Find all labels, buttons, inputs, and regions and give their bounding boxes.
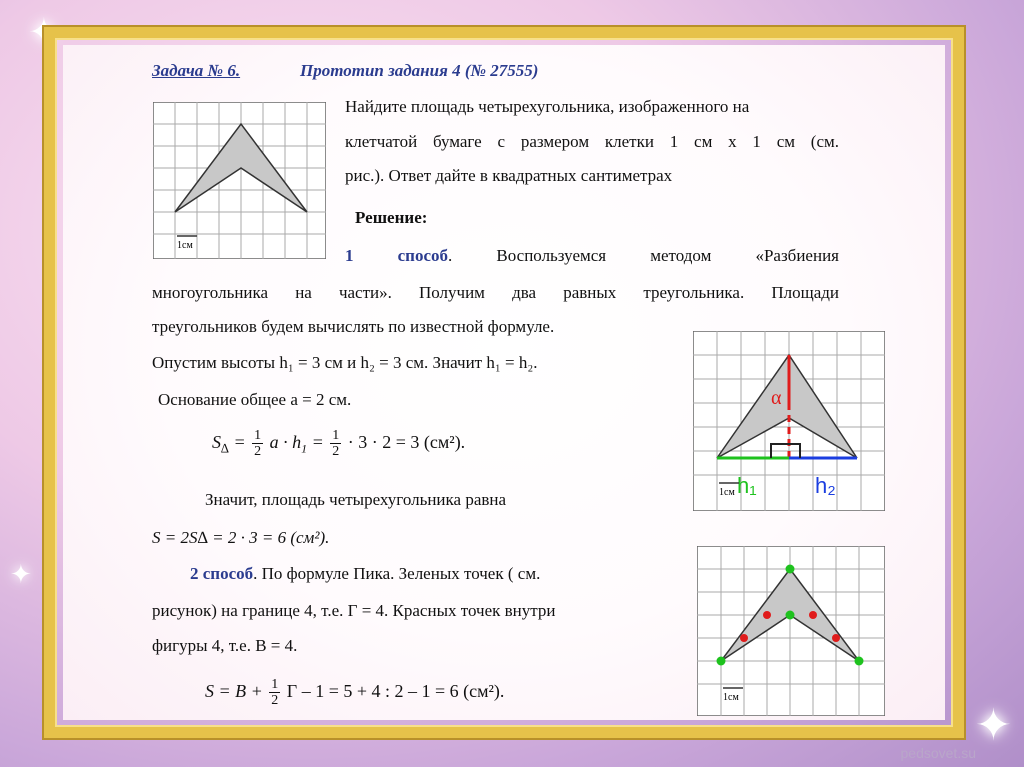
figure-pick <box>697 546 885 716</box>
method1-line-4: Опустим высоты h₁ = 3 см и h₂ = 3 см. Значит h₁ = h₂. <box>152 353 538 372</box>
task-number: Задача № 6. <box>152 61 241 80</box>
method2-formula: S = В + $\frac{1}{2}$ Г – 1 = 5 + 4 : 2 – 1 = 6 (см²). <box>205 677 505 709</box>
scale-label: 1см <box>177 240 193 251</box>
method1-label: 1 способ <box>345 246 449 265</box>
sparkle-decoration: ✦ <box>28 12 60 54</box>
sparkle-decoration: ✦ <box>975 701 1012 750</box>
problem-line-1: Найдите площадь четырехугольника, изображенного на <box>345 97 750 116</box>
method1-result: S = 2S∆ = 2 · 3 = 6 (см²). <box>152 528 330 547</box>
sparkle-decoration: ✦ <box>10 560 32 589</box>
figure-heights <box>693 331 885 511</box>
solution-heading: Решение: <box>355 208 428 227</box>
alpha-label: α <box>771 387 782 409</box>
watermark: pedsovet.su <box>900 745 976 761</box>
method1-line-1: 1 способ. Воспользуемся методом «Разбиения <box>345 246 839 265</box>
task-prototype: Прототип задания 4 (№ 27555) <box>300 61 539 80</box>
problem-line-2: клетчатой бумаге с размером клетки 1 см х 1 см (см. <box>345 132 839 151</box>
figure-quadrilateral <box>153 102 326 259</box>
method1-formula: $S_\Delta$ = $\frac{1}{2}$ $a \cdot h_1$ = $\frac{1}{2}$ · 3 · 2 = 3 (см²). <box>212 428 466 460</box>
h1-label: h₁ <box>737 473 757 498</box>
method2-label: 2 способ <box>190 564 254 583</box>
method1-line-2: многоугольника на части». Получим два равных треугольника. Площади <box>152 283 839 302</box>
scale-label: 1см <box>719 487 735 498</box>
h2-label: h₂ <box>815 473 836 498</box>
method2-line-3: фигуры 4, т.е. В = 4. <box>152 636 298 655</box>
method2-line-2: рисунок) на границе 4, т.е. Г = 4. Красных точек внутри <box>152 601 556 620</box>
method1-conclusion: Значит, площадь четырехугольника равна <box>205 490 507 509</box>
problem-line-3: рис.). Ответ дайте в квадратных сантиметрах <box>345 166 673 185</box>
method1-line-5: Основание общее а = 2 см. <box>158 390 352 409</box>
method1-line-3: треугольников будем вычислять по известной формуле. <box>152 317 555 336</box>
method2-line-1: 2 способ. По формуле Пика. Зеленых точек ( см. <box>190 564 541 583</box>
scale-label: 1см <box>723 692 739 703</box>
